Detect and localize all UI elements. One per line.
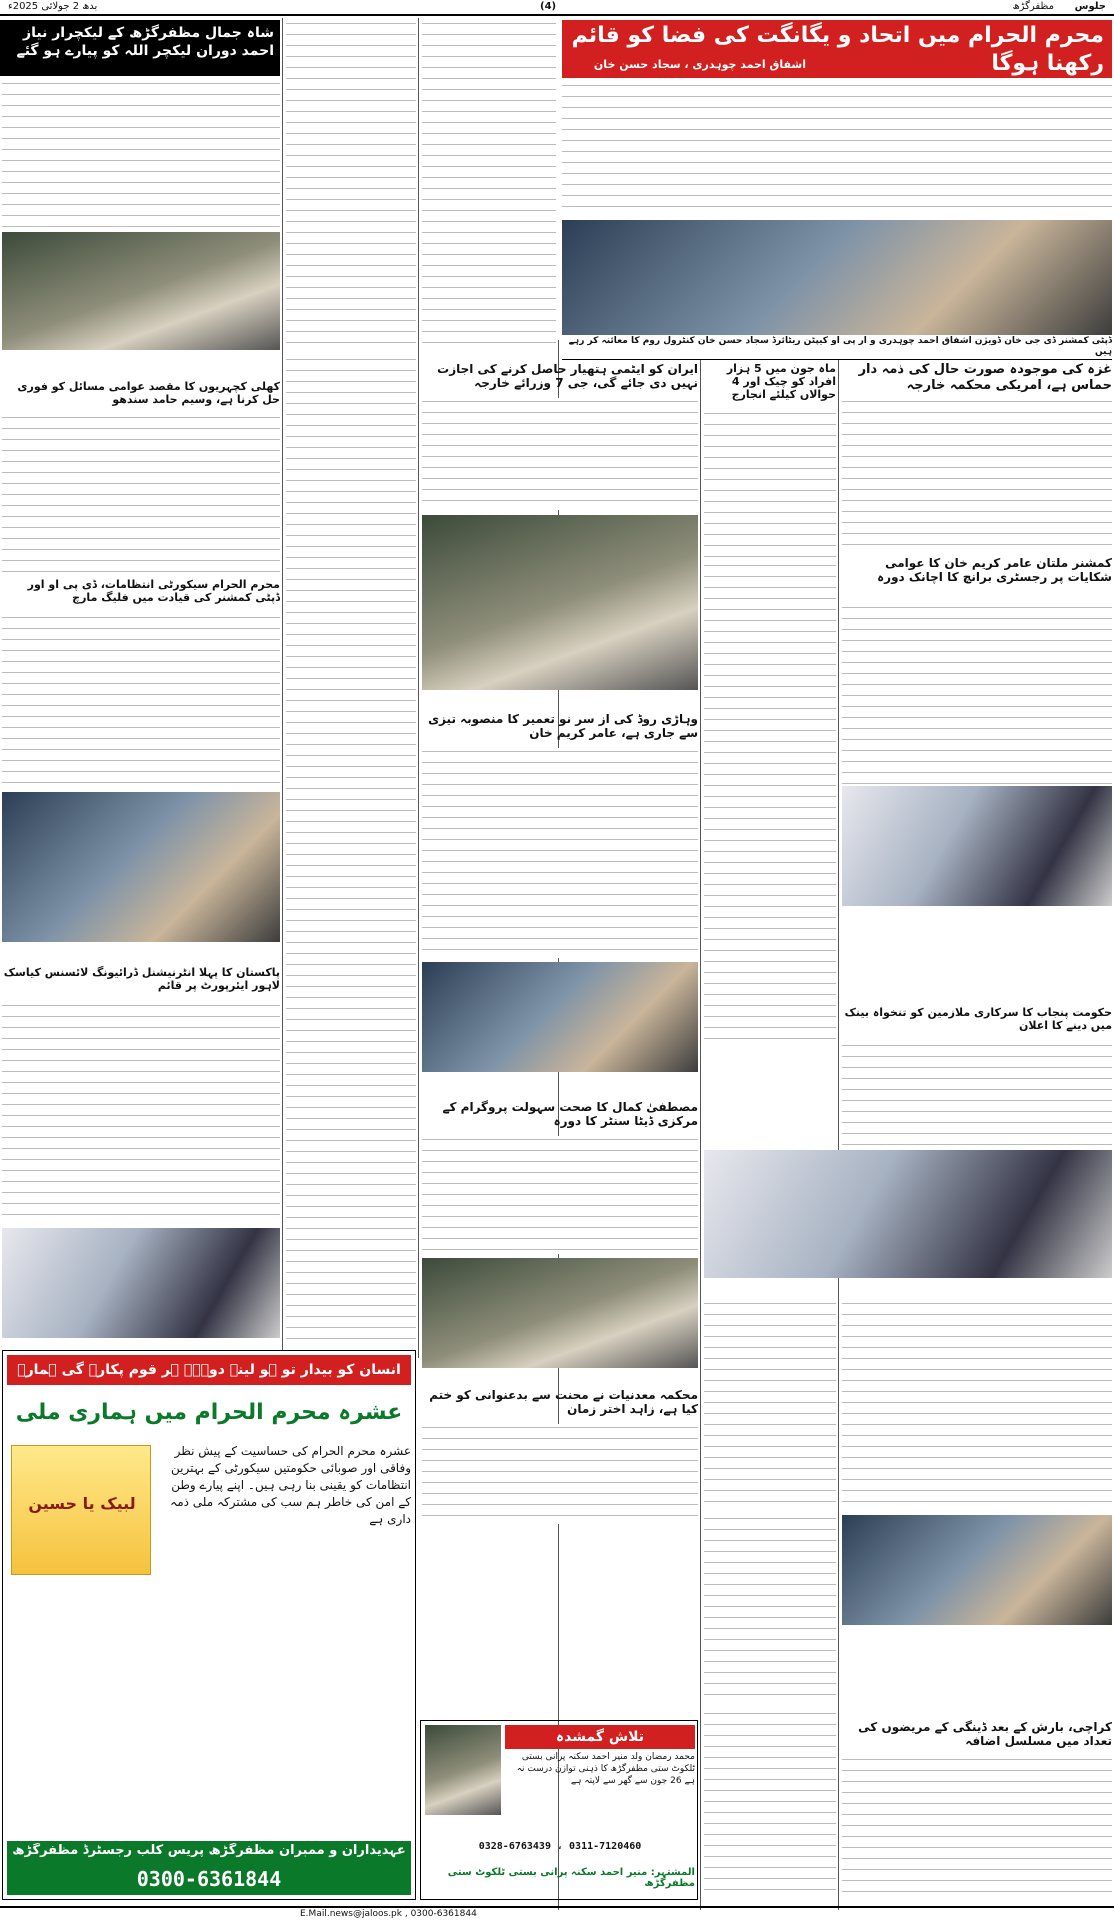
missing-title: تلاش گمشدہ	[505, 1725, 695, 1749]
story-gaza-headline: غزہ کی موجودہ صورت حال کی ذمہ دار حماس ہے، امریکی محکمہ خارجہ	[858, 362, 1112, 393]
meeting-photo	[2, 1228, 280, 1338]
header-city: مظفرگڑھ	[1012, 1, 1054, 12]
story-dengue-headline: کراچی، بارش کے بعد ڈینگی کے مریضوں کی تعداد میں مسلسل اضافہ	[858, 1720, 1112, 1749]
minerals-photo	[422, 1258, 698, 1368]
story-iran-body	[422, 398, 698, 510]
data-center-photo	[422, 962, 698, 1072]
ad-title: عشرہ محرم الحرام میں ہماری ملی	[15, 1400, 403, 1425]
ad-medallion-text: لبیک یا حسین	[28, 1494, 136, 1513]
story-vehari-body	[422, 748, 698, 958]
muharram-ad	[2, 1350, 416, 1900]
missing-phones: 0328-6763439 ، 0311-7120460	[478, 1841, 642, 1852]
story-flag-march-body	[2, 614, 280, 789]
lead-bylines: اشفاق احمد چوہدری ، سجاد حسن خان	[593, 58, 806, 71]
story-katcheri-headline: کھلی کچہریوں کا مقصد عوامی مسائل کو فوری حل کرنا ہے، وسیم حامد سندھو	[17, 380, 280, 407]
story-commissioner-headline: کمشنر ملتان عامر کریم خان کا عوامی شکایات پر رجسٹری برانچ کا اچانک دورہ	[877, 556, 1112, 585]
left-top-headline: شاہ جمال مظفرگڑھ کے لیکچرار نیاز احمد دوران لیکچر اللہ کو پیارے ہو گئے	[0, 20, 280, 76]
page-number: (4)	[540, 1, 557, 12]
col2-top-body	[286, 20, 416, 350]
lead-headline: محرم الحرام میں اتحاد و یگانگت کی فضا کو قائم رکھنا ہوگا	[562, 20, 1112, 78]
story-katcheri-body	[2, 414, 280, 574]
col4-bottom2-body	[704, 1710, 836, 1900]
multan-road-photo	[422, 515, 698, 690]
col3-top-body	[422, 20, 556, 350]
col6-lower-body	[842, 1300, 1112, 1510]
story-iran-headline: ایران کو ایٹمی ہتھیار حاصل کرنے کی اجازت نہیں دی جائے گی، جی 7 وزرائے خارجہ	[437, 362, 698, 391]
ad-phone: 0300-6361844	[136, 1867, 282, 1891]
story-license-headline: پاکستان کا پہلا انٹرنیشنل ڈرائیونگ لائسنس کیاسک لاہور ایئرپورٹ پر قائم	[3, 966, 280, 993]
ad-body: عشرہ محرم الحرام کی حساسیت کے پیش نظر وفاقی اور صوبائی حکومتیں سیکورٹی کے بہترین انتظامات کو یقینی بنا رہی ہیں۔ اپنے پیارے وطن کے امن کی خاطر ہم سب کی مشترکہ ملی ذمہ داری ہے	[170, 1444, 411, 1526]
freelancing-photo	[2, 792, 280, 942]
col2-body	[286, 356, 416, 1341]
col4-lower-body	[704, 1300, 836, 1510]
page-header	[0, 0, 1114, 16]
col4-mid-body	[704, 562, 836, 1042]
ad-top-line: انسان کو بیدار تو ہو لینے دو۔۔۔ ہر قوم پکارے گی ہمارے	[7, 1355, 411, 1385]
footer-contact: E.Mail.news@jaloos.pk , 0300-6361844	[300, 1909, 477, 1919]
story-dengue-body	[842, 1756, 1112, 1902]
story-june-headline: ماہ جون میں 5 ہزار افراد کو چیک اور 4 حوالاں کیلئے انجارج	[726, 362, 836, 402]
lead-photo	[562, 220, 1112, 335]
story-salary-headline: حکومت پنجاب کا سرکاری ملازمین کو تنخواہ بینک میں دینے کا اعلان	[844, 1006, 1112, 1033]
lead-photo-caption: ڈپٹی کمشنر ڈی جی خان ڈویژن اشفاق احمد چوہدری و آر پی او کیپٹن ریٹائرڈ سجاد حسن خان کنٹرول روم کا معائنہ کر رہے ہیں	[562, 336, 1112, 360]
left-top-body	[2, 80, 280, 230]
ad-footer-band	[7, 1841, 411, 1895]
missing-person-ad	[420, 1720, 698, 1900]
story-minerals-headline: محکمہ معدنیات نے محنت سے بدعنوانی کو ختم کیا ہے، زاہد اختر زمان	[429, 1388, 698, 1417]
story-june-body	[704, 410, 836, 560]
story-salary-body	[842, 1042, 1112, 1147]
header-date: بدھ 2 جولائی 2025ء	[8, 1, 98, 12]
story-commissioner-body	[842, 604, 1112, 784]
page-footer	[0, 1906, 1114, 1920]
col4-bottom-body	[704, 1515, 836, 1705]
story-vehari-headline: وہاڑی روڈ کی از سر نو تعمیر کا منصوبہ تیزی سے جاری ہے، عامر کریم خان	[428, 712, 698, 741]
brand-name: جلوس	[1074, 1, 1106, 12]
story-kamal-headline: مصطفیٰ کمال کا صحت سہولت پروگرام کے مرکزی ڈیٹا سنٹر کا دورہ	[442, 1100, 698, 1129]
conference-photo	[842, 1515, 1112, 1625]
ad-footer: عہدیداران و ممبران مظفرگڑھ پریس کلب رجسٹرڈ مظفرگڑھ	[12, 1843, 406, 1858]
punjab-meeting-photo	[704, 1150, 1112, 1278]
commissioner-photo	[842, 786, 1112, 906]
story-flag-march-headline: محرم الحرام سیکورٹی انتظامات، ڈی پی او اور ڈپٹی کمشنر کی قیادت میں فلیگ مارچ	[27, 578, 280, 605]
missing-body: محمد رمضان ولد منیر احمد سکنہ پرانی بستی ٹلکوٹ ستی مظفرگڑھ کا ذہنی توازن درست نہ ہے 26 جون سے گھر سے لاپتہ ہے	[516, 1752, 695, 1786]
missing-contact: المشتہر: منیر احمد سکنہ پرانی بستی ٹلکوٹ ستی مظفرگڑھ	[447, 1867, 695, 1889]
ad-medallion	[11, 1445, 151, 1575]
story-gaza-body	[842, 398, 1112, 553]
story-minerals-body	[422, 1424, 698, 1524]
missing-person-photo	[425, 1725, 501, 1815]
story-license-body	[2, 1002, 280, 1222]
left-top-photo	[2, 232, 280, 350]
lead-body	[562, 82, 1112, 217]
story-kamal-body	[422, 1136, 698, 1254]
